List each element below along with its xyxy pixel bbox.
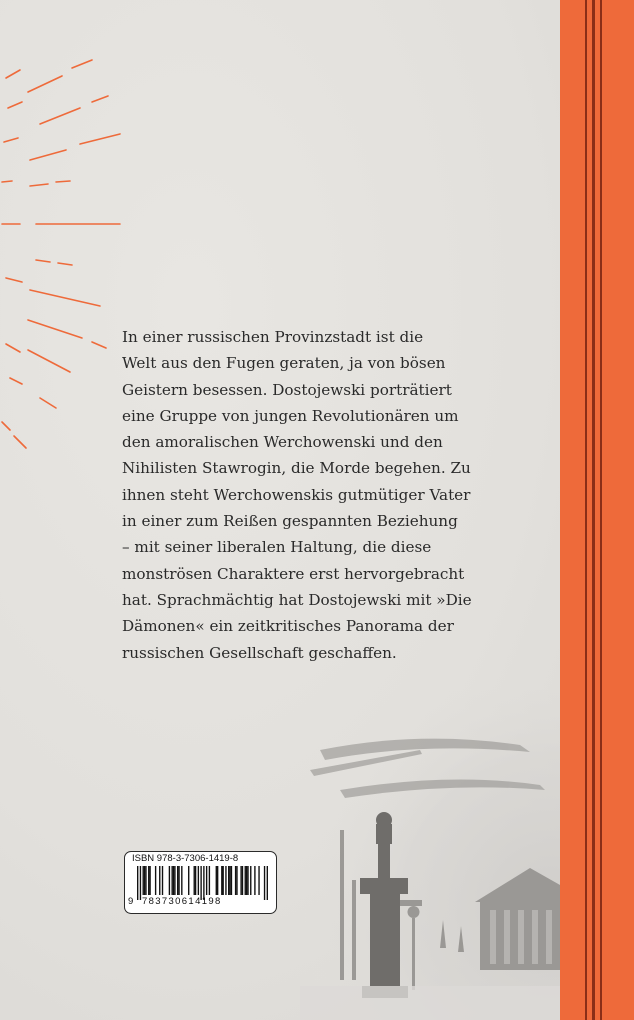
barcode-bar [209, 866, 210, 895]
barcode-bar [246, 866, 247, 895]
barcode-bar [173, 866, 174, 895]
barcode-bar [137, 866, 138, 900]
barcode-bar [140, 866, 141, 900]
barcode-bar [178, 866, 179, 895]
barcode-bar [159, 866, 160, 895]
barcode-bars [137, 866, 268, 900]
isbn-barcode [124, 851, 277, 914]
barcode-bar [144, 866, 145, 895]
barcode-bar [225, 866, 226, 895]
barcode-bar [188, 866, 189, 895]
barcode-bar [145, 866, 146, 895]
barcode-bar [236, 866, 237, 895]
sunburst-rays-decoration [0, 0, 140, 470]
barcode-bar [245, 866, 246, 895]
barcode-bar [221, 866, 222, 895]
barcode-bar [200, 866, 201, 900]
barcode-bar [254, 866, 255, 895]
ean-first-digit: 9 [128, 896, 134, 907]
barcode-bar [162, 866, 163, 895]
barcode-bar [177, 866, 178, 895]
isbn-label: ISBN 978-3-7306-1419-8 [132, 853, 239, 864]
barcode-bar [258, 866, 259, 895]
orange-spine-band [560, 0, 634, 1020]
barcode-bar [148, 866, 149, 895]
blurb-text: In einer russischen Provinzstadt ist die Welt aus den Fugen geraten, ja von bösen Geistern besessen. Dostojewski porträtiert eine Gruppe von jungen Revolutionären um den amoralischen Werchowenski und den Nihilisten Stawrogin, die Morde begehen. Zu ihnen steht Werchowenskis gutmütiger Vater in einer zum Reißen gespannten Beziehung – mit seiner liberalen Haltung, die diese monströsen Charaktere erst hervorgebracht hat. Sprachmächtig hat Dostojewski mit »Die Dämonen« ein zeitkritisches Panorama der russischen Gesellschaft geschaffen. [122, 328, 472, 662]
barcode-bar [240, 866, 241, 895]
barcode-bar [250, 866, 251, 895]
barcode-bar [247, 866, 248, 895]
barcode-bar [195, 866, 196, 895]
barcode-bar [171, 866, 172, 895]
barcode-bar [181, 866, 182, 895]
barcode-bar [198, 866, 199, 895]
barcode-bar [143, 866, 144, 895]
barcode-bar [217, 866, 218, 895]
spine-stripe [592, 0, 595, 1020]
barcode-bar [216, 866, 217, 895]
barcode-bar [242, 866, 243, 895]
barcode-bar [235, 866, 236, 895]
spine-stripe [585, 0, 587, 1020]
barcode-bar [149, 866, 150, 895]
barcode-bar [231, 866, 232, 895]
barcode-bar [206, 866, 207, 895]
barcode-bar [169, 866, 170, 895]
barcode-bar [228, 866, 229, 895]
spine-stripe [600, 0, 602, 1020]
barcode-bar [194, 866, 195, 895]
barcode-bar [264, 866, 265, 900]
barcode-bar [222, 866, 223, 895]
ean-digits: 783730614198 [142, 896, 222, 907]
barcode-bar [155, 866, 156, 895]
barcode-bar [174, 866, 175, 895]
barcode-bar [203, 866, 204, 900]
barcode-bar [267, 866, 268, 900]
barcode-bar [229, 866, 230, 895]
